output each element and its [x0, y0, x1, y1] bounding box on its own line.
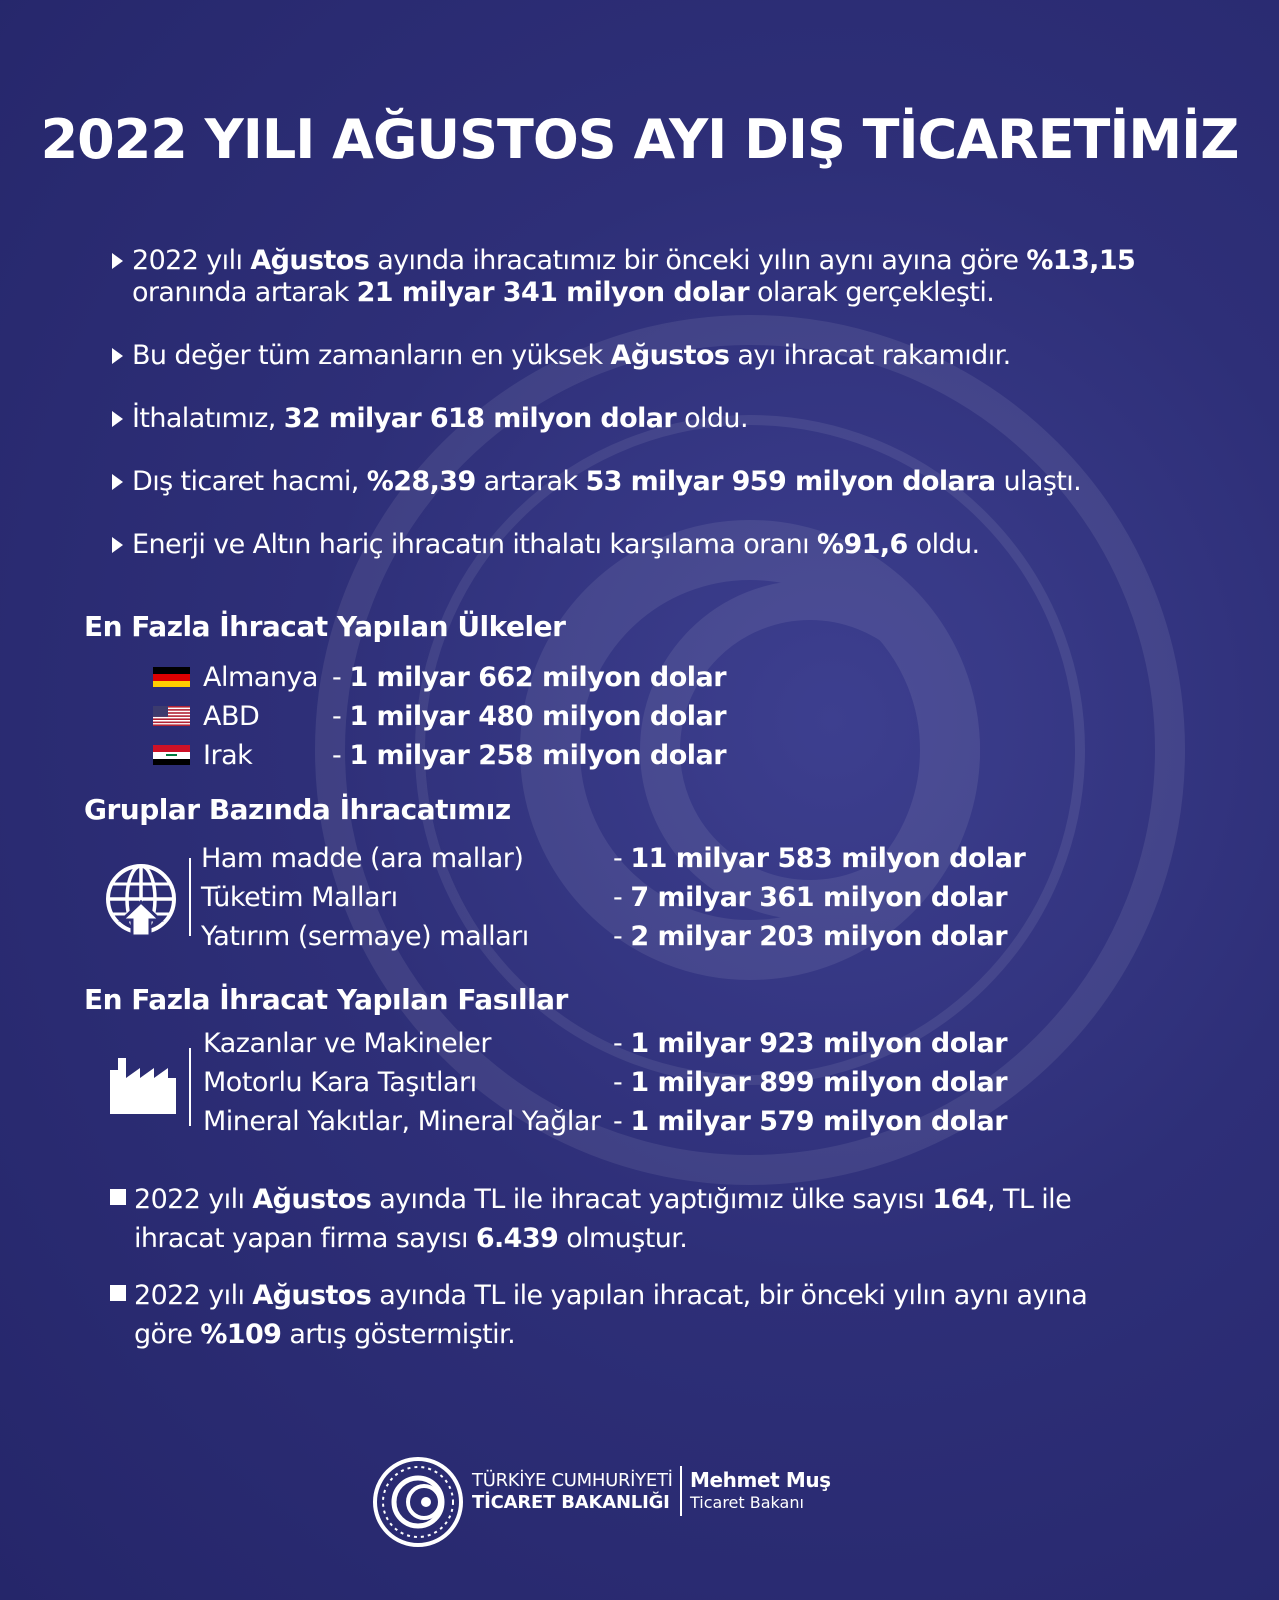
- iraq-flag-icon: [153, 745, 190, 765]
- groups-heading: Gruplar Bazında İhracatımız: [84, 793, 511, 826]
- triangle-bullet-icon: [112, 474, 123, 490]
- divider: [189, 858, 191, 936]
- person-name: Mehmet Muş: [690, 1468, 831, 1492]
- triangle-bullet-icon: [112, 537, 123, 553]
- chapter-name: Mineral Yakıtlar, Mineral Yağlar: [203, 1106, 601, 1137]
- group-name: Yatırım (sermaye) malları: [201, 921, 529, 952]
- country-name: ABD: [203, 701, 260, 732]
- chapter-value: - 1 milyar 899 milyon dolar: [613, 1067, 1008, 1098]
- square-bullet-icon: [110, 1189, 126, 1205]
- group-name: Ham madde (ara mallar): [201, 843, 524, 874]
- chapter-name: Kazanlar ve Makineler: [203, 1028, 491, 1059]
- factory-icon: [110, 1056, 176, 1114]
- triangle-bullet-icon: [112, 253, 123, 269]
- bullet-record: Bu değer tüm zamanların en yüksek Ağustos ayı ihracat rakamıdır.: [112, 340, 1212, 372]
- square-bullet-icon: [110, 1285, 126, 1301]
- person-role: Ticaret Bakanı: [690, 1493, 804, 1512]
- org-line2: TİCARET BAKANLIĞI: [472, 1492, 670, 1513]
- country-name: Almanya: [203, 662, 318, 693]
- divider: [189, 1048, 191, 1126]
- group-name: Tüketim Malları: [201, 882, 398, 913]
- chapter-name: Motorlu Kara Taşıtları: [203, 1067, 477, 1098]
- note-tl-export-growth: 2022 yılı Ağustos ayında TL ile yapılan ihracat, bir önceki yılın aynı ayına göre %109 artış göstermiştir.: [110, 1276, 1134, 1354]
- chapters-heading: En Fazla İhracat Yapılan Fasıllar: [84, 983, 568, 1016]
- chapter-value: - 1 milyar 579 milyon dolar: [613, 1106, 1008, 1137]
- country-value: - 1 milyar 480 milyon dolar: [332, 701, 727, 732]
- ministry-logo-icon: [372, 1456, 464, 1548]
- countries-heading: En Fazla İhracat Yapılan Ülkeler: [84, 610, 566, 643]
- footer-divider: [680, 1466, 682, 1516]
- chapter-value: - 1 milyar 923 milyon dolar: [613, 1028, 1008, 1059]
- bullet-import: İthalatımız, 32 milyar 618 milyon dolar oldu.: [112, 403, 1212, 435]
- triangle-bullet-icon: [112, 411, 123, 427]
- country-name: Irak: [203, 740, 253, 771]
- note-tl-export-count: 2022 yılı Ağustos ayında TL ile ihracat yaptığımız ülke sayısı 164, TL ile ihracat yapan firma sayısı 6.439 olmuştur.: [110, 1180, 1134, 1258]
- germany-flag-icon: [153, 667, 190, 687]
- globe-upload-icon: [104, 862, 178, 936]
- group-value: - 2 milyar 203 milyon dolar: [613, 921, 1008, 952]
- usa-flag-icon: [153, 706, 190, 726]
- org-line1: TÜRKİYE CUMHURİYETİ: [472, 1470, 673, 1491]
- triangle-bullet-icon: [112, 348, 123, 364]
- country-value: - 1 milyar 662 milyon dolar: [332, 662, 727, 693]
- bullet-export: 2022 yılı Ağustos ayında ihracatımız bir önceki yılın aynı ayına göre %13,15 oranında artarak 21 milyar 341 milyon dolar olarak gerçekleşti.: [112, 245, 1212, 309]
- bullet-coverage-ratio: Enerji ve Altın hariç ihracatın ithalatı karşılama oranı %91,6 oldu.: [112, 529, 1212, 561]
- country-value: - 1 milyar 258 milyon dolar: [332, 740, 727, 771]
- bullet-trade-volume: Dış ticaret hacmi, %28,39 artarak 53 milyar 959 milyon dolara ulaştı.: [112, 466, 1212, 498]
- page-title: 2022 YILI AĞUSTOS AYI DIŞ TİCARETİMİZ: [40, 108, 1239, 171]
- summary-bullets: [112, 245, 1212, 592]
- group-value: - 11 milyar 583 milyon dolar: [613, 843, 1026, 874]
- group-value: - 7 milyar 361 milyon dolar: [613, 882, 1008, 913]
